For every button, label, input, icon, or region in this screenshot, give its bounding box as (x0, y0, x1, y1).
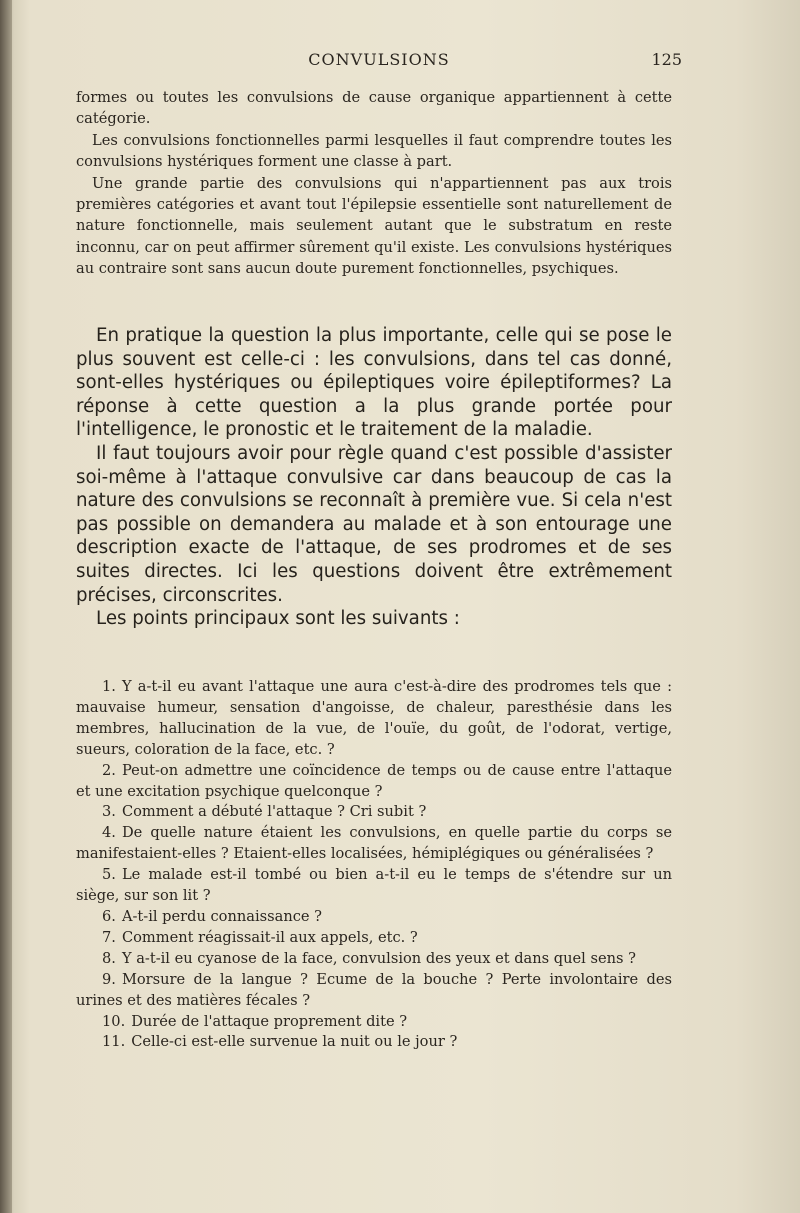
question-number: 3. (102, 803, 116, 821)
question-item (76, 949, 672, 970)
paragraph: En pratique la question la plus importante, celle qui se pose le plus souvent est celle-ci : les convulsions, dans tel cas donné, sont-elles hystériques ou épileptiques voire épileptiformes? La réponse à cette question a la plus grande portée pour l'intelligence, le pronostic et le traitement de la maladie. (76, 325, 672, 441)
question-number: 10. (102, 1012, 126, 1030)
question-item (76, 865, 672, 907)
paragraph: Les points principaux sont les suivants : (96, 608, 460, 630)
question-text: Morsure de la langue ? Ecume de la bouche ? Perte involontaire des urines et des matières fécales ? (76, 970, 672, 1009)
question-number: 4. (102, 824, 116, 842)
question-item (76, 823, 672, 865)
running-title: CONVULSIONS (308, 50, 450, 69)
question-number: 11. (102, 1033, 126, 1051)
question-item (76, 970, 672, 1012)
page-gutter (0, 0, 12, 1213)
question-text: Comment a débuté l'attaque ? Cri subit ? (121, 803, 427, 821)
question-item (76, 907, 672, 928)
paragraph: Il faut toujours avoir pour règle quand c'est possible d'assister soi-même à l'attaque convulsive car dans beaucoup de cas la nature des convulsions se reconnaît à première vue. Si cela n'est pas possible on demandera au malade et à son entourage une description exacte de l'attaque, de ses prodromes et de ses suites directes. Ici les questions doivent être extrêmement précises, circonscrites. (76, 442, 672, 606)
question-item (76, 1012, 672, 1033)
paragraph: formes ou toutes les convulsions de cause organique appartiennent à cette catégorie. (76, 89, 672, 128)
question-item (76, 1032, 672, 1053)
question-text: Comment réagissait-il aux appels, etc. ? (121, 928, 418, 946)
question-number: 6. (102, 907, 116, 925)
intro-text-block (76, 87, 672, 280)
question-text: A-t-il perdu connaissance ? (121, 907, 322, 925)
question-text: Peut-on admettre une coïncidence de temps ou de cause entre l'attaque et une excitation psychique quelconque ? (76, 761, 672, 800)
question-number: 8. (102, 949, 116, 967)
question-text: De quelle nature étaient les convulsions, en quelle partie du corps se manifestaient-elles ? Etaient-elles localisées, hémiplégiques ou généralisées ? (76, 824, 672, 863)
question-number: 1. (102, 678, 116, 695)
question-text: Y a-t-il eu avant l'attaque une aura c'est-à-dire des prodromes tels que : mauvaise humeur, sensation d'angoisse, de chaleur, paresthésie dans les membres, hallucination de la vue, de l'ouïe, du goût, de l'odorat, vertige, sueurs, coloration de la face, etc. ? (76, 678, 672, 758)
question-item (76, 677, 672, 761)
paragraph: Les convulsions fonctionnelles parmi lesquelles il faut comprendre toutes les convulsions hystériques forment une classe à part. (76, 131, 672, 171)
question-number: 2. (102, 761, 116, 779)
question-number: 7. (102, 928, 116, 946)
paragraph: Une grande partie des convulsions qui n'appartiennent pas aux trois premières catégories et avant tout l'épilepsie essentielle sont naturellement de nature fonctionnelle, mais seulement autant que le substratum en reste inconnu, car on peut affirmer sûrement qu'il existe. Les convulsions hystériques au contraire sont sans aucun doute purement fonctionnelles, psychiques. (76, 174, 672, 278)
question-item (76, 761, 672, 803)
question-text: Durée de l'attaque proprement dite ? (131, 1012, 408, 1030)
questions-list (76, 677, 672, 1053)
question-text: Le malade est-il tombé ou bien a-t-il eu le temps de s'étendre sur un siège, sur son lit ? (76, 866, 672, 905)
page-header (76, 50, 682, 76)
question-text: Y a-t-il eu cyanose de la face, convulsion des yeux et dans quel sens ? (121, 949, 636, 967)
question-text: Celle-ci est-elle survenue la nuit ou le jour ? (131, 1033, 458, 1051)
question-number: 9. (102, 970, 116, 988)
question-item (76, 928, 672, 949)
question-item (76, 802, 672, 823)
question-number: 5. (102, 866, 116, 884)
page-number: 125 (651, 50, 682, 69)
main-text-block (76, 324, 672, 631)
